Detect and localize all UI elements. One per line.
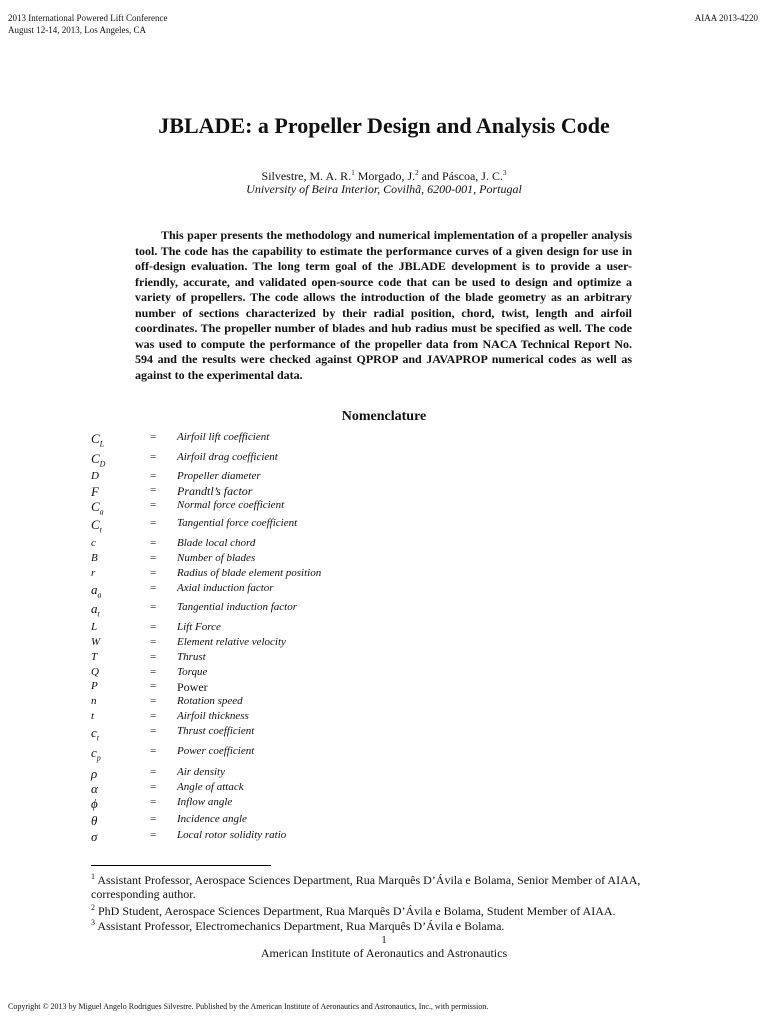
nomenclature-description: Prandtl’s factor: [177, 484, 253, 498]
nomenclature-equals: =: [150, 431, 157, 443]
nomenclature-row: [0, 695, 768, 711]
footnote: [91, 916, 686, 933]
nomenclature-equals: =: [150, 537, 157, 549]
nomenclature-description: Thrust coefficient: [177, 725, 255, 737]
nomenclature-row: [0, 636, 768, 652]
nomenclature-symbol: t: [91, 710, 95, 722]
nomenclature-equals: =: [150, 745, 157, 757]
nomenclature-description: Axial induction factor: [177, 582, 274, 594]
nomenclature-description: Thrust: [177, 651, 206, 663]
nomenclature-description: Airfoil thickness: [177, 710, 249, 722]
nomenclature-equals: =: [150, 484, 157, 496]
nomenclature-symbol: ρ: [91, 766, 98, 781]
paper-title: JBLADE: a Propeller Design and Analysis Code: [158, 113, 610, 138]
nomenclature-description: Inflow angle: [177, 796, 233, 808]
nomenclature-symbol: $a_t$: [91, 601, 100, 619]
nomenclature-equals: =: [150, 552, 157, 564]
nomenclature-symbol: θ: [91, 813, 98, 828]
author-footnote-mark: 2: [415, 169, 419, 177]
nomenclature-equals: =: [150, 695, 157, 707]
nomenclature-equals: =: [150, 796, 157, 808]
nomenclature-equals: =: [150, 781, 157, 793]
nomenclature-symbol: $C_t$: [91, 517, 102, 535]
nomenclature-description: Power coefficient: [177, 745, 255, 757]
footnote-text: Assistant Professor, Electromechanics Department, Rua Marquês D’Ávila e Bolama.: [97, 919, 505, 933]
nomenclature-row: [0, 567, 768, 583]
affiliation: University of Beira Interior, Covilhã, 6200-001, Portugal: [246, 182, 522, 196]
nomenclature-symbol: $c_p$: [91, 745, 101, 763]
nomenclature-description: Number of blades: [177, 552, 256, 564]
author-name: Silvestre, M. A. R.: [261, 169, 352, 183]
nomenclature-description: Rotation speed: [177, 695, 243, 707]
nomenclature-row: [0, 796, 768, 812]
nomenclature-equals: =: [150, 601, 157, 613]
footnote-text: PhD Student, Aerospace Sciences Department, Rua Marquês D’Ávila e Bolama, Student Member of AIAA.: [98, 904, 616, 918]
nomenclature-equals: =: [150, 666, 157, 678]
nomenclature-row: [0, 499, 768, 515]
nomenclature-row: [0, 537, 768, 553]
author-conjunction: and: [421, 169, 439, 183]
nomenclature-symbol: W: [91, 636, 101, 648]
nomenclature-description: Airfoil lift coefficient: [177, 431, 270, 443]
nomenclature-symbol: L: [91, 621, 98, 633]
nomenclature-equals: =: [150, 470, 157, 482]
nomenclature-equals: =: [150, 451, 157, 463]
nomenclature-row: [0, 725, 768, 741]
nomenclature-symbol: c: [91, 537, 96, 549]
conference-name: 2013 International Powered Lift Conference: [8, 13, 168, 23]
nomenclature-symbol: r: [91, 567, 96, 579]
nomenclature-row: [0, 829, 768, 845]
nomenclature-description: Local rotor solidity ratio: [177, 829, 287, 841]
nomenclature-description: Torque: [177, 666, 208, 678]
nomenclature-symbol: σ: [91, 829, 98, 844]
nomenclature-equals: =: [150, 567, 157, 579]
nomenclature-symbol: $C_L$: [91, 431, 105, 449]
nomenclature-description: Incidence angle: [177, 813, 247, 825]
nomenclature-row: [0, 813, 768, 829]
nomenclature-description: Tangential force coefficient: [177, 517, 298, 529]
author-footnote-mark: 1: [351, 169, 355, 177]
author-name: Páscoa, J. C.: [441, 169, 503, 183]
nomenclature-equals: =: [150, 499, 157, 511]
nomenclature-symbol: ϕ: [91, 796, 98, 811]
nomenclature-equals: =: [150, 582, 157, 594]
nomenclature-symbol: α: [91, 781, 98, 796]
nomenclature-symbol: T: [91, 651, 98, 663]
nomenclature-equals: =: [150, 710, 157, 722]
nomenclature-row: [0, 484, 768, 500]
nomenclature-symbol: n: [91, 695, 97, 707]
nomenclature-description: Propeller diameter: [177, 470, 261, 482]
nomenclature-row: [0, 621, 768, 637]
paper-id: AIAA 2013-4220: [694, 13, 758, 23]
nomenclature-equals: =: [150, 829, 157, 841]
nomenclature-heading: Nomenclature: [341, 409, 427, 424]
nomenclature-row: [0, 766, 768, 782]
nomenclature-description: Element relative velocity: [177, 636, 286, 648]
nomenclature-symbol: Q: [91, 666, 99, 678]
footnote: [91, 870, 686, 901]
footnote-text: Assistant Professor, Aerospace Sciences Department, Rua Marquês D’Ávila e Bolama, Senior Member of AIAA, corresponding author.: [91, 873, 641, 901]
footnote-mark: 1: [91, 872, 95, 881]
nomenclature-description: Normal force coefficient: [177, 499, 285, 511]
nomenclature-row: [0, 517, 768, 533]
nomenclature-row: [0, 431, 768, 447]
author-name: Morgado, J.: [357, 169, 416, 183]
nomenclature-row: [0, 582, 768, 598]
nomenclature-row: [0, 710, 768, 726]
nomenclature-row: [0, 680, 768, 696]
nomenclature-symbol: D: [91, 470, 99, 482]
nomenclature-description: Power: [177, 680, 208, 694]
copyright-notice: Copyright © 2013 by Miguel Angelo Rodrigues Silvestre. Published by the American Institute of Aeronautics and Astronautics, Inc., with permission.: [8, 1002, 489, 1011]
footnote-mark: 2: [91, 903, 95, 912]
footer-institute: American Institute of Aeronautics and Astronautics: [260, 946, 508, 960]
nomenclature-description: Angle of attack: [177, 781, 244, 793]
nomenclature-symbol: F: [91, 484, 99, 499]
nomenclature-symbol: $C_a$: [91, 499, 104, 517]
nomenclature-description: Lift Force: [177, 621, 221, 633]
nomenclature-equals: =: [150, 517, 157, 529]
nomenclature-description: Blade local chord: [177, 537, 256, 549]
nomenclature-equals: =: [150, 725, 157, 737]
conference-date-location: August 12-14, 2013, Los Angeles, CA: [8, 25, 146, 35]
nomenclature-row: [0, 781, 768, 797]
author-footnote-mark: 3: [502, 169, 507, 177]
conference-header: [8, 12, 167, 36]
page-number: 1: [381, 934, 387, 946]
nomenclature-equals: =: [150, 766, 157, 778]
nomenclature-symbol: $c_t$: [91, 725, 100, 743]
nomenclature-description: Airfoil drag coefficient: [177, 451, 278, 463]
nomenclature-description: Tangential induction factor: [177, 601, 297, 613]
nomenclature-equals: =: [150, 680, 157, 692]
nomenclature-equals: =: [150, 636, 157, 648]
nomenclature-row: [0, 601, 768, 617]
nomenclature-symbol: $C_D$: [91, 451, 106, 469]
nomenclature-row: [0, 745, 768, 761]
nomenclature-description: Air density: [177, 766, 225, 778]
nomenclature-equals: =: [150, 813, 157, 825]
nomenclature-symbol: P: [91, 680, 98, 692]
nomenclature-description: Radius of blade element position: [177, 567, 322, 579]
nomenclature-symbol: B: [91, 552, 98, 564]
nomenclature-equals: =: [150, 651, 157, 663]
footnote-mark: 3: [91, 918, 95, 927]
abstract: This paper presents the methodology and numerical implementation of a propeller analysis tool. The code has the capability to estimate the performance curves of a given design for use in off-design evaluation. The long term goal of the JBLADE development is to provide a user-friendly, accurate, and validated open-source code that can be used to design and optimize a variety of propellers. The code allows the introduction of the blade geometry as an arbitrary number of sections characterized by their radial position, chord, twist, length and airfoil coordinates. The propeller number of blades and hub radius must be specified as well. The code was used to compute the performance of the propeller data from NACA Technical Report No. 594 and the results were checked against QPROP and JAVAPROP numerical codes as well as against to the experimental data.: [135, 228, 632, 382]
nomenclature-symbol: $a_a$: [91, 582, 102, 600]
nomenclature-row: [0, 651, 768, 667]
nomenclature-row: [0, 552, 768, 568]
nomenclature-equals: =: [150, 621, 157, 633]
nomenclature-row: [0, 451, 768, 467]
footnote-divider: [91, 865, 271, 866]
